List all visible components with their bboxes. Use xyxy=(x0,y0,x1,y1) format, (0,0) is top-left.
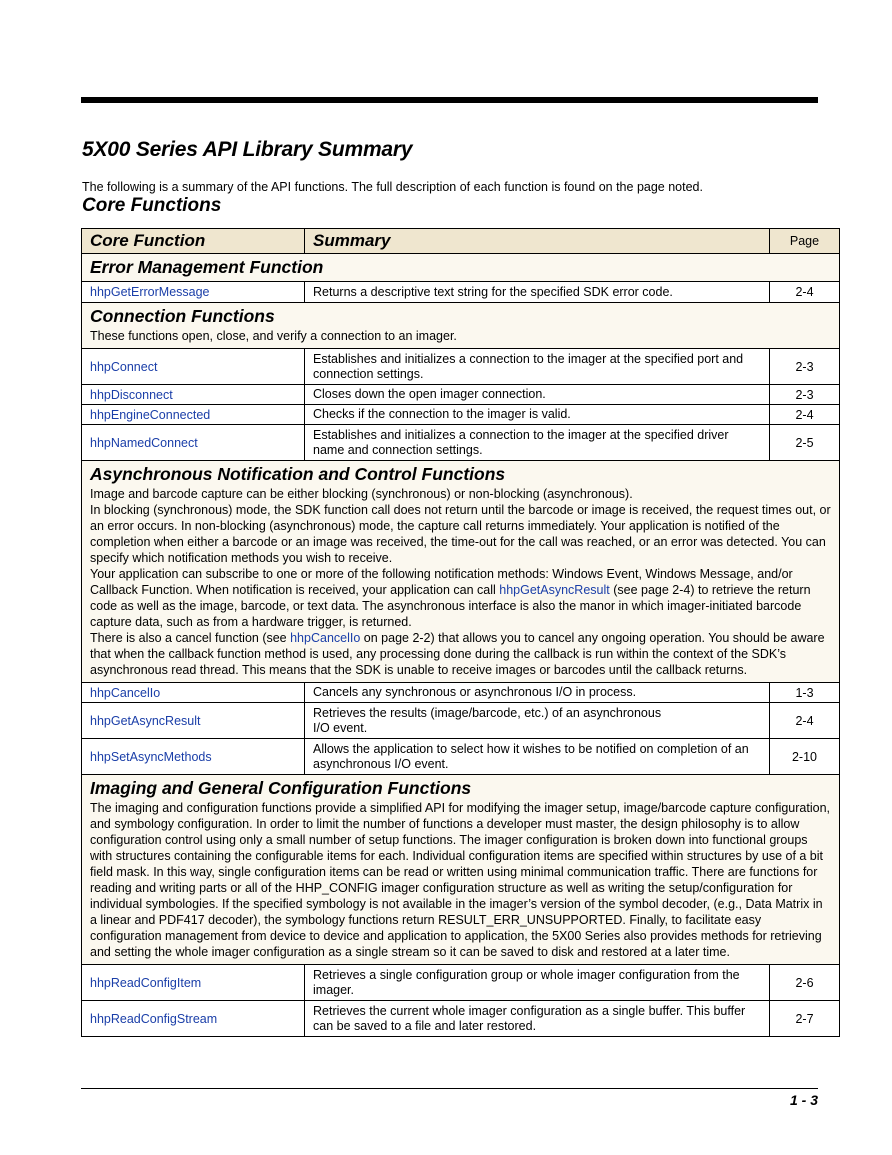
group-row-error-management xyxy=(82,254,840,282)
function-link-hhpSetAsyncMethods[interactable]: hhpSetAsyncMethods xyxy=(82,739,305,775)
inline-link-hhpGetAsyncResult[interactable]: hhpGetAsyncResult xyxy=(499,583,610,597)
function-link-hhpCancelIo[interactable]: hhpCancelIo xyxy=(82,683,305,703)
function-link-hhpGetAsyncResult[interactable]: hhpGetAsyncResult xyxy=(82,703,305,739)
function-summary: Establishes and initializes a connection to the imager at the specified driver name and connection settings. xyxy=(305,425,770,461)
function-link-hhpConnect[interactable]: hhpConnect xyxy=(82,349,305,385)
table-header-row xyxy=(82,229,840,254)
table-row xyxy=(82,1001,840,1037)
api-summary-table xyxy=(81,228,840,1037)
function-link-hhpDisconnect[interactable]: hhpDisconnect xyxy=(82,385,305,405)
function-page: 2-4 xyxy=(770,405,840,425)
desc-text: (see page 2-4) to retrieve the return code as well as the image, barcode, or text data. The asynchronous interface is also the manor in which imager-initiated barcode capture data, such as from a hardware trigger, is returned. xyxy=(90,583,811,629)
group-desc-connection: These functions open, close, and verify a connection to an imager. xyxy=(90,329,457,343)
table-row xyxy=(82,683,840,703)
group-desc-imaging-config: The imaging and configuration functions provide a simplified API for modifying the imager setup, image/barcode capture configuration, and symbology configuration. In order to limit the number of functions a developer must master, the design philosophy is to allow configuration control using only a small number of setup functions. The imager configuration is broken down into functional groups with structures containing the configurable items for each. Individual configuration items are specified within structures by use of a bit field mask. In this way, single configuration items can be read or written using minimal communication traffic. There are functions for reading and writing parts or all of the HHP_CONFIG imager configuration structure as well as writing the setup/configuration for individual symbologies. If the specified symbology is not available in the imager’s version of the symbol decoder, (e.g., Data Matrix in a linear and PDF417 decoder), the symbology functions return RESULT_ERR_UNSUPPORTED. Finally, to facilitate easy configuration management from device to device and application to application, the 5X00 Series also provides methods for retrieving and setting the whole imager configuration as a single stream so it can be saved to disk and restored at a later time. xyxy=(90,801,831,959)
section-heading: Core Functions xyxy=(82,195,222,216)
function-page: 2-7 xyxy=(770,1001,840,1037)
inline-link-hhpCancelIo[interactable]: hhpCancelIo xyxy=(290,631,361,645)
desc-text: Your application can subscribe to one or more of the following notification methods: Windows Event, Windows Message, and/or Callback Function. When notification is received, your application can call xyxy=(90,567,793,597)
page-number: 1 - 3 xyxy=(789,1092,818,1108)
group-title-imaging-config: Imaging and General Configuration Functions xyxy=(90,778,472,798)
page-title: 5X00 Series API Library Summary xyxy=(82,138,413,161)
function-summary: Establishes and initializes a connection to the imager at the specified port and connection settings. xyxy=(305,349,770,385)
function-page: 2-6 xyxy=(770,965,840,1001)
function-summary: Returns a descriptive text string for the specified SDK error code. xyxy=(305,282,770,303)
function-link-hhpReadConfigStream[interactable]: hhpReadConfigStream xyxy=(82,1001,305,1037)
function-page: 1-3 xyxy=(770,683,840,703)
group-row-connection xyxy=(82,303,840,349)
header-summary: Summary xyxy=(305,229,770,254)
function-summary: Closes down the open imager connection. xyxy=(305,385,770,405)
function-summary xyxy=(305,703,770,739)
group-desc-async-p1: Image and barcode capture can be either blocking (synchronous) or non-blocking (asynchronous). xyxy=(90,487,633,501)
top-rule xyxy=(81,97,818,103)
group-desc-async-p3 xyxy=(90,566,831,630)
function-page: 2-4 xyxy=(770,282,840,303)
group-title-async: Asynchronous Notification and Control Functions xyxy=(90,464,506,484)
function-page: 2-3 xyxy=(770,349,840,385)
function-summary: Retrieves the current whole imager configuration as a single buffer. This buffer can be saved to a file and later restored. xyxy=(305,1001,770,1037)
header-core-function: Core Function xyxy=(82,229,305,254)
function-summary: Allows the application to select how it wishes to be notified on completion of an asynchronous I/O event. xyxy=(305,739,770,775)
group-title-error-management: Error Management Function xyxy=(90,257,324,277)
table-row xyxy=(82,405,840,425)
function-page: 2-3 xyxy=(770,385,840,405)
group-desc-async-p2: In blocking (synchronous) mode, the SDK function call does not return until the barcode or image is received, the request times out, or an error occurs. In non-blocking (asynchronous) mode, the capture call returns immediately. Your application is notified of the completion when either a barcode or an image was received, the time-out for the call was reached, or an error was detected. You can specify which notification methods you wish to receive. xyxy=(90,503,831,565)
function-link-hhpNamedConnect[interactable]: hhpNamedConnect xyxy=(82,425,305,461)
function-page: 2-4 xyxy=(770,703,840,739)
table-row xyxy=(82,349,840,385)
function-summary: Cancels any synchronous or asynchronous I/O in process. xyxy=(305,683,770,703)
function-link-hhpReadConfigItem[interactable]: hhpReadConfigItem xyxy=(82,965,305,1001)
table-row xyxy=(82,425,840,461)
table-row xyxy=(82,385,840,405)
table-row xyxy=(82,282,840,303)
group-desc-async-p4 xyxy=(90,630,831,678)
table-row xyxy=(82,965,840,1001)
footer-rule xyxy=(81,1088,818,1089)
summary-line-2: I/O event. xyxy=(313,720,368,735)
group-row-imaging-config xyxy=(82,775,840,965)
function-link-hhpEngineConnected[interactable]: hhpEngineConnected xyxy=(82,405,305,425)
header-page: Page xyxy=(770,229,840,254)
desc-text: on page 2-2) that allows you to cancel any ongoing operation. You should be aware that when the callback function method is used, any processing done during the callback is run within the context of the SDK’s asynchronous read thread. This means that the SDK is unable to receive images or barcodes until the callback returns. xyxy=(90,631,825,677)
summary-line-1: Retrieves the results (image/barcode, etc.) of an asynchronous xyxy=(313,705,662,720)
table-row xyxy=(82,739,840,775)
intro-text: The following is a summary of the API functions. The full description of each function is found on the page noted. xyxy=(82,180,703,194)
function-page: 2-5 xyxy=(770,425,840,461)
function-page: 2-10 xyxy=(770,739,840,775)
function-summary: Retrieves a single configuration group or whole imager configuration from the imager. xyxy=(305,965,770,1001)
function-summary: Checks if the connection to the imager is valid. xyxy=(305,405,770,425)
group-title-connection: Connection Functions xyxy=(90,306,275,326)
group-row-async xyxy=(82,461,840,683)
desc-text: There is also a cancel function (see xyxy=(90,631,291,645)
table-row xyxy=(82,703,840,739)
function-link-hhpGetErrorMessage[interactable]: hhpGetErrorMessage xyxy=(82,282,305,303)
